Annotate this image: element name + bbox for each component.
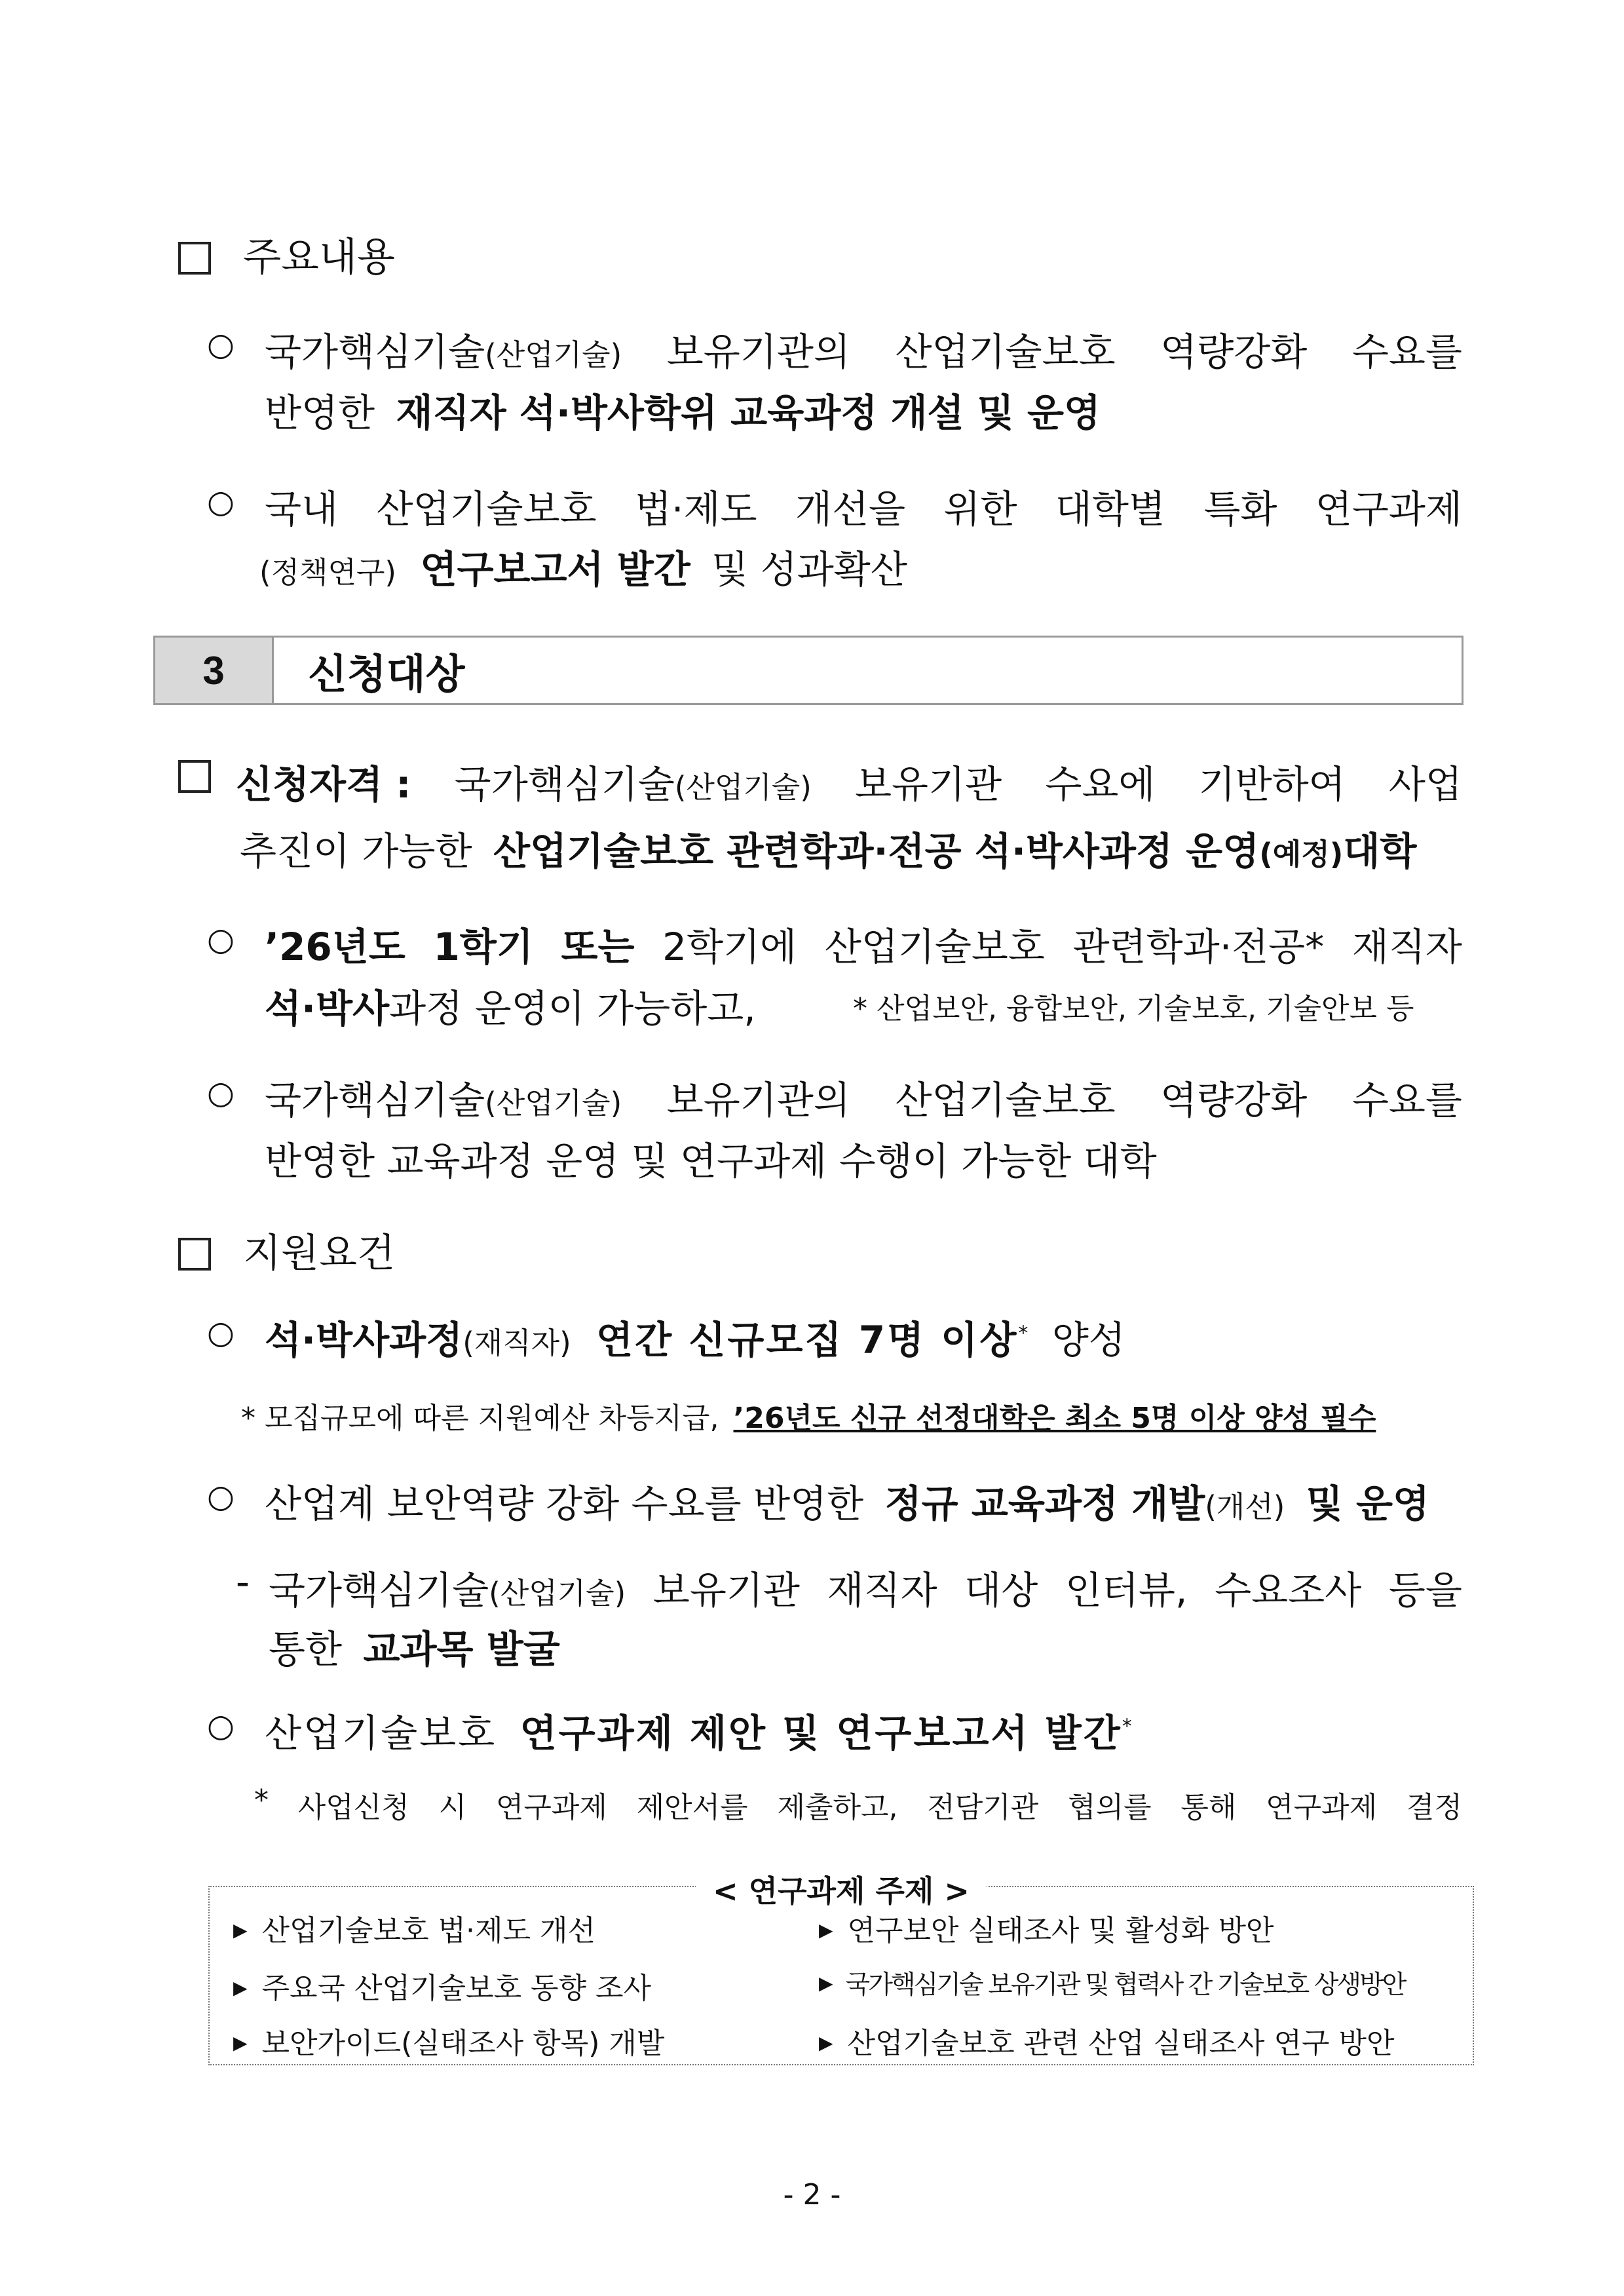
topic-item: ▶ 국가핵심기술 보유기관 및 협력사 간 기술보호 상생방안	[819, 1970, 1405, 2000]
requirements-heading: 지원요건	[178, 1222, 395, 1278]
triangle-bullet-icon: ▶	[819, 2032, 833, 2054]
triangle-bullet-icon: ▶	[233, 1977, 248, 1999]
page-number: - 2 -	[783, 2178, 841, 2211]
requirement-3-note: * 사업신청 시 연구과제 제안서를 제출하고, 전담기관 협의를 통해 연구과제 결정	[254, 1784, 1462, 1824]
dash-bullet-icon: -	[236, 1559, 250, 1604]
eligibility-sub2-line1: 국가핵심기술(산업기술) 보유기관의 산업기술보호 역량강화 수요를	[265, 1078, 1462, 1122]
triangle-bullet-icon: ▶	[233, 1919, 248, 1941]
circle-bullet-icon: ○	[207, 484, 235, 520]
section-title: 신청대상	[308, 649, 465, 698]
eligibility-sub1-line1: ’26년도 1학기 또는 2학기에 산업기술보호 관련학과·전공* 재직자	[265, 925, 1462, 969]
eligibility-sub1-note: * 산업보안, 융합보안, 기술보호, 기술안보 등	[853, 992, 1414, 1025]
circle-bullet-icon: ○	[207, 1075, 235, 1111]
topic-item: ▶ 주요국 산업기술보호 동향 조사	[233, 1972, 652, 2005]
circle-bullet-icon: ○	[207, 921, 235, 958]
research-topics-box	[208, 1873, 1474, 2065]
eligibility-line1: 신청자격 : 국가핵심기술(산업기술) 보유기관 수요에 기반하여 사업	[236, 762, 1462, 807]
checkbox-square-icon	[178, 1238, 211, 1271]
eligibility-line2: 추진이 가능한 산업기술보호 관련학과·전공 석·박사과정 운영(예정)대학	[240, 829, 1417, 873]
requirement-1: 석·박사과정(재직자) 연간 신규모집 7명 이상* 양성	[265, 1318, 1125, 1362]
triangle-bullet-icon: ▶	[819, 1919, 833, 1941]
main-item2-line1: 국내 산업기술보호 법·제도 개선을 위한 대학별 특화 연구과제	[265, 487, 1462, 531]
circle-bullet-icon: ○	[207, 326, 235, 363]
requirement-2-dash-line2: 통한 교과목 발굴	[269, 1627, 560, 1672]
requirement-2: 산업계 보안역량 강화 수요를 반영한 정규 교육과정 개발(개선) 및 운영	[265, 1482, 1430, 1526]
main-item1-line1: 국가핵심기술(산업기술) 보유기관의 산업기술보호 역량강화 수요를	[265, 330, 1462, 374]
section-header	[153, 636, 1463, 705]
main-item2-line2: (정책연구) 연구보고서 발간 및 성과확산	[259, 547, 907, 592]
circle-bullet-icon: ○	[207, 1478, 235, 1515]
checkbox-square-icon	[178, 760, 211, 793]
research-topics-title: < 연구과제 주제 >	[696, 1867, 987, 1911]
requirement-2-dash-line1: 국가핵심기술(산업기술) 보유기관 재직자 대상 인터뷰, 수요조사 등을	[269, 1568, 1462, 1613]
topic-item: ▶ 산업기술보호 관련 산업 실태조사 연구 방안	[819, 2027, 1395, 2060]
requirement-3: 산업기술보호 연구과제 제안 및 연구보고서 발간*	[265, 1711, 1134, 1755]
triangle-bullet-icon: ▶	[819, 1972, 831, 1994]
main-content-heading: 주요내용	[178, 226, 395, 282]
eligibility-sub2-line2: 반영한 교육과정 운영 및 연구과제 수행이 가능한 대학	[265, 1139, 1157, 1183]
main-item1-line2: 반영한 재직자 석·박사학위 교육과정 개설 및 운영	[265, 391, 1101, 435]
topic-item: ▶ 보안가이드(실태조사 항목) 개발	[233, 2027, 665, 2060]
circle-bullet-icon: ○	[207, 1314, 235, 1351]
checkbox-square-icon	[178, 242, 211, 275]
eligibility-sub1-line2: 석·박사과정 운영이 가능하고,	[265, 986, 756, 1031]
requirement-1-note: * 모집규모에 따른 지원예산 차등지급, ’26년도 신규 선정대학은 최소 5명 이상 양성 필수	[241, 1402, 1376, 1435]
triangle-bullet-icon: ▶	[233, 2032, 248, 2054]
topic-item: ▶ 연구보안 실태조사 및 활성화 방안	[819, 1914, 1274, 1947]
section-number: 3	[155, 638, 274, 703]
topic-item: ▶ 산업기술보호 법·제도 개선	[233, 1914, 596, 1947]
circle-bullet-icon: ○	[207, 1708, 235, 1744]
